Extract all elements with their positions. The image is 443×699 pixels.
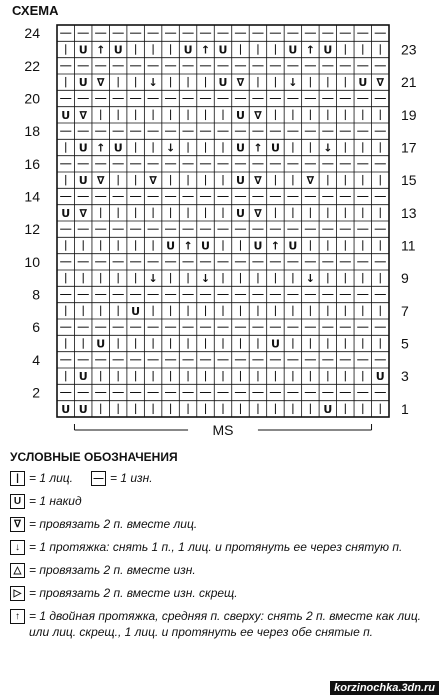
k2tog-icon: ∇ [254, 206, 262, 220]
legend [10, 450, 435, 647]
slip-knit-pass-icon: ↓ [305, 272, 315, 286]
p2tog-symbol-icon: △ [10, 563, 25, 578]
watermark: korzinochka.3dn.ru [330, 681, 439, 695]
knit-symbol-icon: | [10, 471, 25, 486]
row-number-right: 21 [401, 74, 417, 91]
row-number-left: 16 [24, 155, 40, 172]
row-number-right: 15 [401, 172, 417, 189]
yarn-over-icon: U [61, 206, 71, 220]
legend-title: УСЛОВНЫЕ ОБОЗНАЧЕНИЯ [10, 450, 178, 464]
k2tog-icon: ∇ [236, 76, 245, 90]
yarn-over-icon: U [236, 206, 245, 220]
row-number-left: 8 [32, 286, 40, 303]
row-number-right: 7 [401, 302, 409, 319]
k2tog-icon: ∇ [254, 174, 262, 188]
yarn-over-icon: U [270, 141, 280, 155]
slip-knit-pass-icon: ↓ [288, 76, 298, 90]
row-number-left: 24 [24, 25, 40, 42]
row-number-right: 13 [401, 204, 417, 221]
yarn-over-icon: U [78, 76, 88, 90]
yarn-over-icon: U [96, 337, 106, 351]
row-number-right: 19 [401, 106, 417, 123]
legend-item-cdd [10, 608, 435, 640]
double-decrease-icon: ↑ [200, 43, 211, 57]
row-number-left: 20 [24, 90, 40, 107]
yarn-over-icon: U [375, 370, 385, 384]
purl-symbol-icon: — [91, 471, 106, 486]
yarn-over-icon: U [236, 108, 245, 122]
slip-knit-pass-icon: ↓ [200, 272, 211, 286]
k2tog-icon: ∇ [96, 76, 105, 90]
yarn-over-icon: U [288, 239, 298, 253]
row-number-right: 1 [401, 400, 409, 417]
row-number-right: 9 [401, 270, 409, 287]
row-number-left: 14 [24, 188, 40, 205]
yarn-over-symbol-icon: U [10, 494, 25, 509]
chart-title: СХЕМА [12, 3, 59, 18]
row-number-right: 5 [401, 335, 409, 352]
yarn-over-icon: U [236, 174, 245, 188]
yarn-over-icon: U [78, 402, 88, 416]
k2tog-icon: ∇ [79, 108, 88, 122]
double-decrease-icon: ↑ [183, 239, 193, 253]
yarn-over-icon: U [61, 108, 71, 122]
double-decrease-icon: ↑ [96, 43, 106, 57]
k2tog-symbol-icon: ∇ [10, 517, 25, 532]
legend-text-knit: = 1 лиц. [29, 471, 73, 485]
yarn-over-icon: U [270, 337, 280, 351]
row-number-left: 2 [32, 384, 40, 401]
legend-text-cdd: = 1 двойная протяжка, средняя п. сверху: снять 2 п. вместе как лиц. или лиц. скрещ., 1 лиц. и протянуть ее через обе снятые п. [29, 609, 422, 639]
double-decrease-icon: ↑ [305, 43, 315, 57]
yarn-over-icon: U [113, 141, 123, 155]
yarn-over-icon: U [218, 76, 228, 90]
row-number-right: 11 [401, 237, 416, 254]
yarn-over-icon: U [218, 43, 228, 57]
yarn-over-icon: U [253, 239, 263, 253]
legend-item-skp [10, 539, 435, 555]
legend-text-skp: = 1 протяжка: снять 1 п., 1 лиц. и протянуть ее через снятую п. [29, 540, 403, 554]
legend-text-purl: = 1 изн. [110, 471, 153, 485]
legend-item-purl [91, 470, 153, 486]
repeat-label: MS [212, 422, 234, 438]
yarn-over-icon: U [201, 239, 210, 253]
p2tog-tbl-symbol-icon: ▷ [10, 586, 25, 601]
double-decrease-icon: ↑ [96, 141, 106, 155]
row-number-left: 6 [32, 319, 40, 336]
row-number-left: 18 [24, 123, 40, 140]
yarn-over-icon: U [358, 76, 368, 90]
yarn-over-icon: U [166, 239, 176, 253]
k2tog-icon: ∇ [149, 174, 157, 188]
k2tog-icon: ∇ [96, 174, 105, 188]
row-number-right: 3 [401, 368, 409, 385]
legend-item-knit [10, 470, 73, 486]
yarn-over-icon: U [323, 402, 333, 416]
legend-row-basic [10, 470, 435, 486]
yarn-over-icon: U [78, 174, 88, 188]
k2tog-icon: ∇ [254, 108, 262, 122]
legend-text-k2tog: = провязать 2 п. вместе лиц. [29, 517, 198, 531]
row-number-left: 4 [32, 351, 40, 368]
skp-symbol-icon: ↓ [10, 540, 25, 555]
slip-knit-pass-icon: ↓ [165, 141, 176, 155]
row-number-right: 17 [401, 139, 417, 156]
yarn-over-icon: U [78, 141, 88, 155]
yarn-over-icon: U [288, 43, 298, 57]
yarn-over-icon: U [323, 43, 333, 57]
k2tog-icon: ∇ [306, 174, 315, 188]
slip-knit-pass-icon: ↓ [148, 76, 158, 90]
legend-item-k2tog [10, 516, 435, 532]
row-number-left: 22 [24, 57, 40, 74]
legend-item-p2tog-tbl [10, 585, 435, 601]
slip-knit-pass-icon: ↓ [323, 141, 333, 155]
yarn-over-icon: U [61, 402, 71, 416]
legend-text-p2tog: = провязать 2 п. вместе изн. [29, 563, 196, 577]
legend-item-p2tog [10, 562, 435, 578]
row-number-left: 10 [24, 253, 40, 270]
legend-item-yarn-over [10, 493, 435, 509]
cdd-symbol-icon: ↑ [10, 609, 25, 624]
yarn-over-icon: U [131, 304, 141, 318]
yarn-over-icon: U [113, 43, 123, 57]
double-decrease-icon: ↑ [270, 239, 281, 253]
legend-text-p2tog-tbl: = провязать 2 п. вместе изн. скрещ. [29, 586, 238, 600]
double-decrease-icon: ↑ [253, 141, 263, 155]
legend-text-yarn-over: = 1 накид [29, 494, 82, 508]
yarn-over-icon: U [183, 43, 193, 57]
row-number-left: 12 [24, 221, 40, 238]
k2tog-icon: ∇ [376, 76, 385, 90]
yarn-over-icon: U [78, 43, 88, 57]
k2tog-icon: ∇ [79, 206, 88, 220]
slip-knit-pass-icon: ↓ [148, 272, 158, 286]
yarn-over-icon: U [78, 370, 88, 384]
yarn-over-icon: U [236, 141, 245, 155]
row-number-right: 23 [401, 41, 417, 58]
